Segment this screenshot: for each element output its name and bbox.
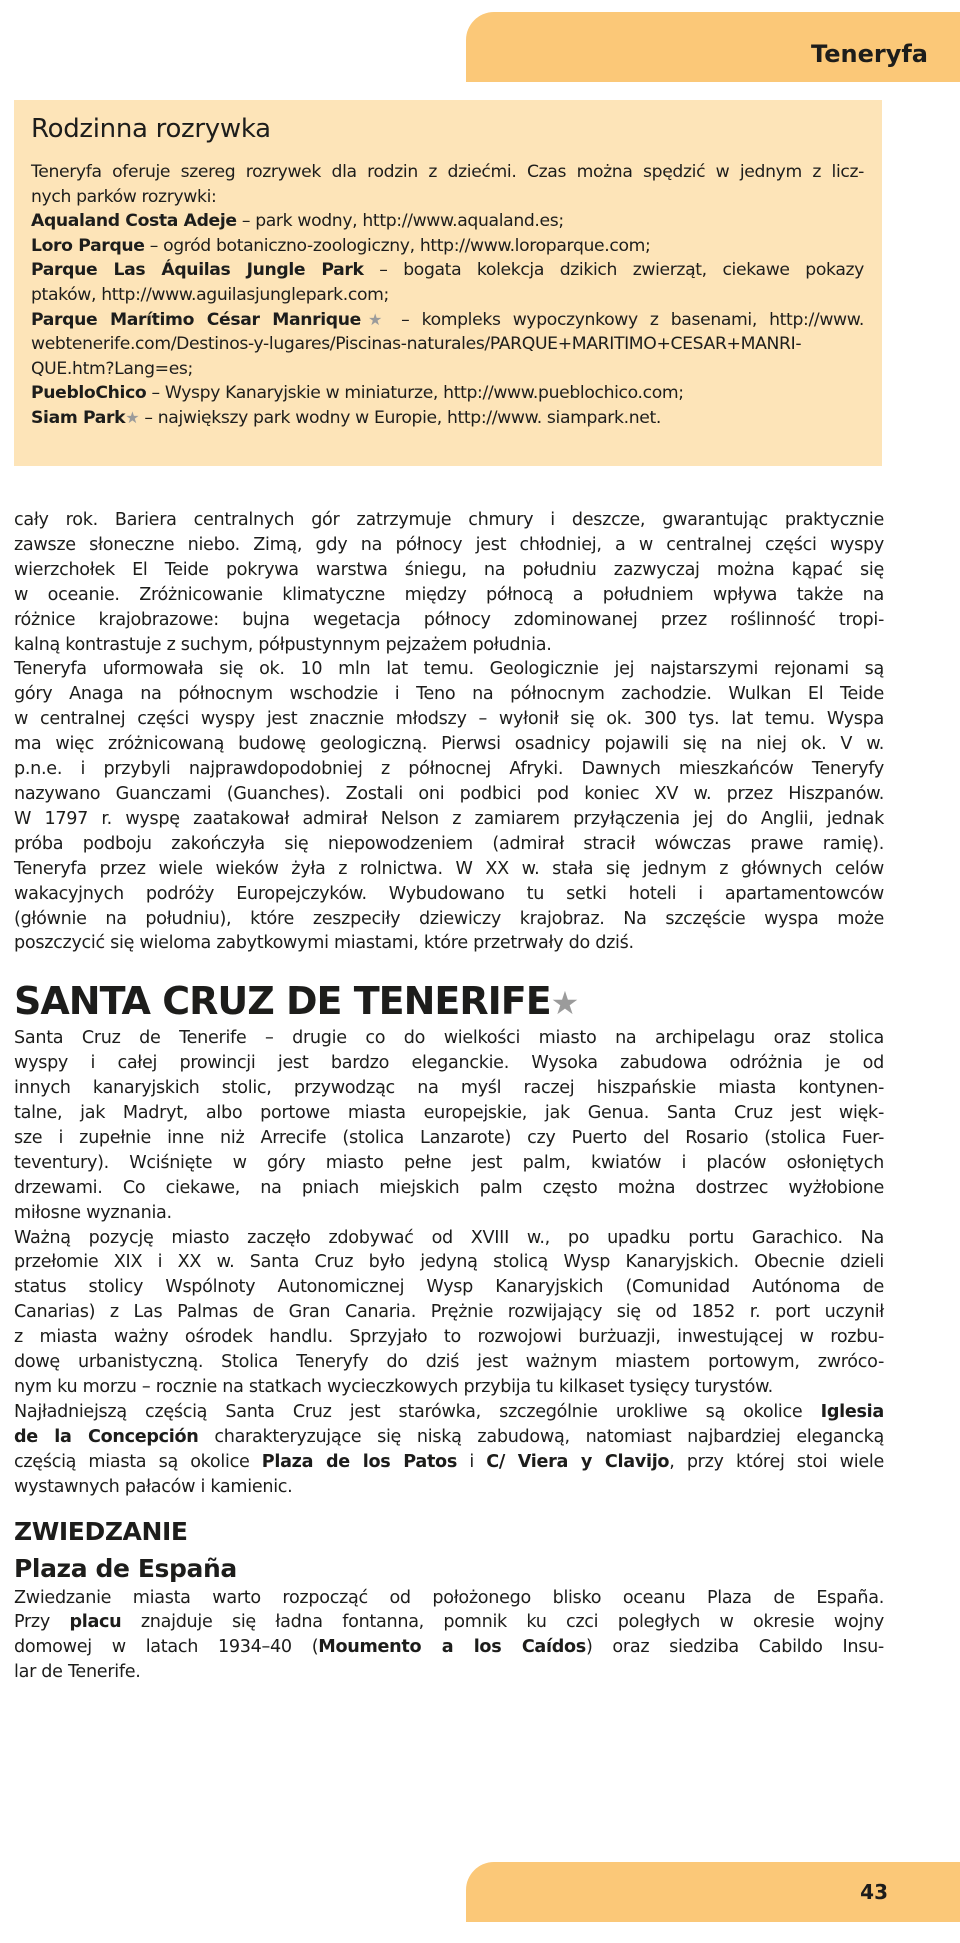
park-entry [31, 234, 864, 259]
paragraph-santa-cruz [14, 1026, 884, 1225]
text-run: Najładniejszą częścią Santa Cruz jest starówka, szczególnie urokliwe są okolice [14, 1401, 821, 1422]
park-entry [31, 406, 864, 431]
park-name: Parque Las Áquilas Jungle Park [31, 260, 364, 281]
text-run: częścią miasta są okolice [14, 1451, 262, 1472]
text-run: ) oraz siedziba Cabildo Insu- [585, 1637, 884, 1658]
park-description: – park wodny, http://www.aqualand.es; [236, 211, 564, 232]
subheading: ZWIEDZANIE [14, 1516, 188, 1546]
text-line: w centralnej części wyspy jest znacznie młodszy – wyłonił się ok. 300 tys. lat temu. Wyspa [14, 709, 884, 730]
text-line: Teneryfa uformowała się ok. 10 mln lat temu. Geologicznie jej najstarszymi rejonami są [14, 659, 884, 680]
text-run: znajduje się ładna fontanna, pomnik ku czci poległych w okresie wojny [121, 1612, 884, 1633]
park-name: Siam Park [31, 407, 126, 428]
park-entry [31, 308, 864, 333]
park-entry-continued: QUE.htm?Lang=es; [31, 358, 193, 379]
main-text [14, 508, 884, 1685]
star-icon: ★ [550, 984, 579, 1023]
text-line: przełomie XIX i XX w. Santa Cruz było jedyną stolicą Wysp Kanaryjskich. Obecnie dzieli [14, 1252, 884, 1273]
header-tab [466, 12, 960, 82]
text-line [14, 1400, 884, 1425]
info-box-family-fun [14, 100, 882, 466]
page-number: 43 [860, 1880, 888, 1904]
park-description: – Wyspy Kanaryjskie w miniaturze, http://www.pueblochico.com; [146, 383, 684, 404]
text-line: Santa Cruz de Tenerife – drugie co do wielkości miasto na archipelagu oraz stolica [14, 1028, 884, 1049]
text-line: nym ku morzu – rocznie na statkach wycieczkowych przybija tu kilkaset tysięcy turystów. [14, 1377, 773, 1397]
text-line: sze i zupełnie inne niż Arrecife (stolica Lanzarote) czy Puerto del Rosario (stolica Fuer- [14, 1127, 884, 1148]
text-line: p.n.e. i przybyli najprawdopodobniej z północnej Afryki. Dawnych mieszkańców Teneryfy [14, 759, 884, 780]
text-line: teventury). Wciśnięte w góry miasto pełne jest palm, kwiatów i placów osłoniętych [14, 1152, 884, 1173]
text-line [14, 1425, 884, 1450]
text-line: miłosne wyznania. [14, 1202, 172, 1223]
text-line: w oceanie. Zróżnicowanie klimatyczne między północą a południem wpływa także na [14, 584, 884, 605]
text-run: i [457, 1451, 487, 1472]
park-description: – kompleks wypoczynkowy z basenami, http://www. [389, 309, 864, 330]
text-line: różnice krajobrazowe: bujna wegetacja północy zdominowanej przez roślinność tropi- [14, 609, 884, 630]
place-name: Iglesia [820, 1401, 884, 1422]
star-icon: ★ [125, 407, 140, 427]
text-line: zawsze słoneczne niebo. Zimą, gdy na północy jest chłodniej, a w centralnej części wyspy [14, 534, 884, 555]
info-box-line: nych parków rozrywki: [31, 186, 217, 207]
text-line: góry Anaga na północnym wschodzie i Teno na północnym zachodzie. Wulkan El Teide [14, 684, 884, 705]
text-line: Zwiedzanie miasta warto rozpocząć od położonego blisko oceanu Plaza de España. [14, 1587, 884, 1608]
text-line: wystawnych pałaców i kamienic. [14, 1476, 293, 1497]
text-run: domowej w latach 1934–40 ( [14, 1637, 319, 1658]
paragraph-position [14, 1226, 884, 1400]
text-line: lar de Tenerife. [14, 1662, 141, 1683]
bold-term: placu [69, 1612, 122, 1633]
text-line: wyspy i całej prowincji jest bardzo eleganckie. Wysoka zabudowa odróżnia je od [14, 1053, 884, 1074]
star-icon: ★ [360, 309, 390, 329]
place-name: de la Concepción [14, 1426, 199, 1447]
text-line: (głównie na południu), które zeszpeciły dziewiczy krajobraz. Na szczęście wyspa może [14, 908, 884, 929]
text-run: charakteryzujące się niską zabudową, natomiast najbardziej elegancką [198, 1426, 884, 1447]
text-line: Ważną pozycję miasto zaczęło zdobywać od XVIII w., po upadku portu Garachico. Na [14, 1227, 884, 1248]
text-line: status stolicy Wspólnoty Autonomicznej Wysp Kanaryjskich (Comunidad Autónoma de [14, 1277, 884, 1298]
text-line [14, 1450, 884, 1475]
park-description: – bogata kolekcja dzikich zwierząt, ciekawe pokazy [363, 260, 864, 281]
place-name: Plaza de los Patos [261, 1451, 458, 1472]
running-title: Teneryfa [811, 40, 928, 68]
text-line: wakacyjnych podróży Europejczyków. Wybudowano tu setki hoteli i apartamentowców [14, 883, 884, 904]
text-run: Przy [14, 1612, 70, 1633]
text-line: W 1797 r. wyspę zaatakował admirał Nelson z zamiarem przyłączenia jej do Anglii, jednak [14, 808, 884, 829]
info-box-title: Rodzinna rozrywka [31, 114, 271, 144]
paragraph-old-town [14, 1400, 884, 1500]
text-line: talne, jak Madryt, albo portowe miasta europejskie, jak Genua. Santa Cruz jest więk- [14, 1103, 884, 1124]
text-line: innych kanaryjskich stolic, przywodząc na myśl raczej hiszpańskie miasta kontynen- [14, 1078, 884, 1099]
text-line: próba podboju zakończyła się niepowodzeniem (admirał stracił wówczas prawe ramię). [14, 833, 884, 854]
paragraph-plaza [14, 1586, 884, 1686]
park-entry [31, 381, 864, 406]
text-line: Teneryfa przez wiele wieków żyła z rolnictwa. W XX w. stała się jednym z głównych celów [14, 858, 884, 879]
place-name: C/ Viera y Clavijo [486, 1451, 670, 1472]
section-heading [14, 978, 884, 1026]
text-line [14, 1610, 884, 1635]
plaza-heading: Plaza de España [14, 1553, 237, 1583]
park-name: PuebloChico [31, 383, 147, 404]
park-name: Aqualand Costa Adeje [31, 211, 237, 232]
monument-name: Moumento a los Caídos [318, 1637, 586, 1658]
text-line: poszczycić się wieloma zabytkowymi miastami, które przetrwały do dziś. [14, 933, 634, 954]
footer-tab [466, 1862, 960, 1922]
section-title: SANTA CRUZ DE TENERIFE [14, 979, 551, 1024]
text-line: drzewami. Co ciekawe, na pniach miejskich palm często można dostrzec wyżłobione [14, 1177, 884, 1198]
text-line: Canarias) z Las Palmas de Gran Canaria. Prężnie rozwijający się od 1852 r. port uczynił [14, 1302, 884, 1323]
park-entry [31, 209, 864, 234]
park-description: – największy park wodny w Europie, http://www. siampark.net. [139, 407, 661, 428]
info-box-line: Teneryfa oferuje szereg rozrywek dla rodzin z dziećmi. Czas można spędzić w jednym z licz- [31, 162, 864, 182]
info-box-text [31, 160, 864, 431]
park-entry-continued: ptaków, http://www.aguilasjunglepark.com; [31, 284, 389, 305]
text-line: dowę urbanistyczną. Stolica Teneryfy do dziś jest ważnym miastem portowym, zwróco- [14, 1352, 884, 1373]
park-description: – ogród botaniczno-zoologiczny, http://www.loroparque.com; [144, 235, 651, 256]
text-line: kalną kontrastuje z suchym, półpustynnym pejzażem południa. [14, 634, 552, 655]
text-line: cały rok. Bariera centralnych gór zatrzymuje chmury i deszcze, gwarantując praktycznie [14, 510, 884, 530]
park-entry [31, 258, 864, 283]
text-line: z miasta ważny ośrodek handlu. Sprzyjało to rozwojowi burżuazji, inwestującej w rozbu- [14, 1327, 884, 1348]
text-line: ma więc zróżnicowaną budowę geologiczną. Pierwsi osadnicy pojawili się na niej ok. V w. [14, 734, 884, 755]
paragraph-history [14, 657, 884, 956]
text-run: , przy której stoi wiele [669, 1451, 884, 1472]
text-line: wierzchołek El Teide pokrywa warstwa śniegu, na południu zazwyczaj można kąpać się [14, 559, 884, 580]
park-name: Parque Marítimo César Manrique [31, 309, 361, 330]
text-line [14, 1635, 884, 1660]
paragraph-climate [14, 508, 884, 657]
park-name: Loro Parque [31, 235, 145, 256]
park-entry-continued: webtenerife.com/Destinos-y-lugares/Piscinas-naturales/PARQUE+MARITIMO+CESAR+MANRI- [31, 334, 802, 355]
text-line: nazywano Guanczami (Guanches). Zostali oni podbici pod koniec XV w. przez Hiszpanów. [14, 783, 884, 804]
